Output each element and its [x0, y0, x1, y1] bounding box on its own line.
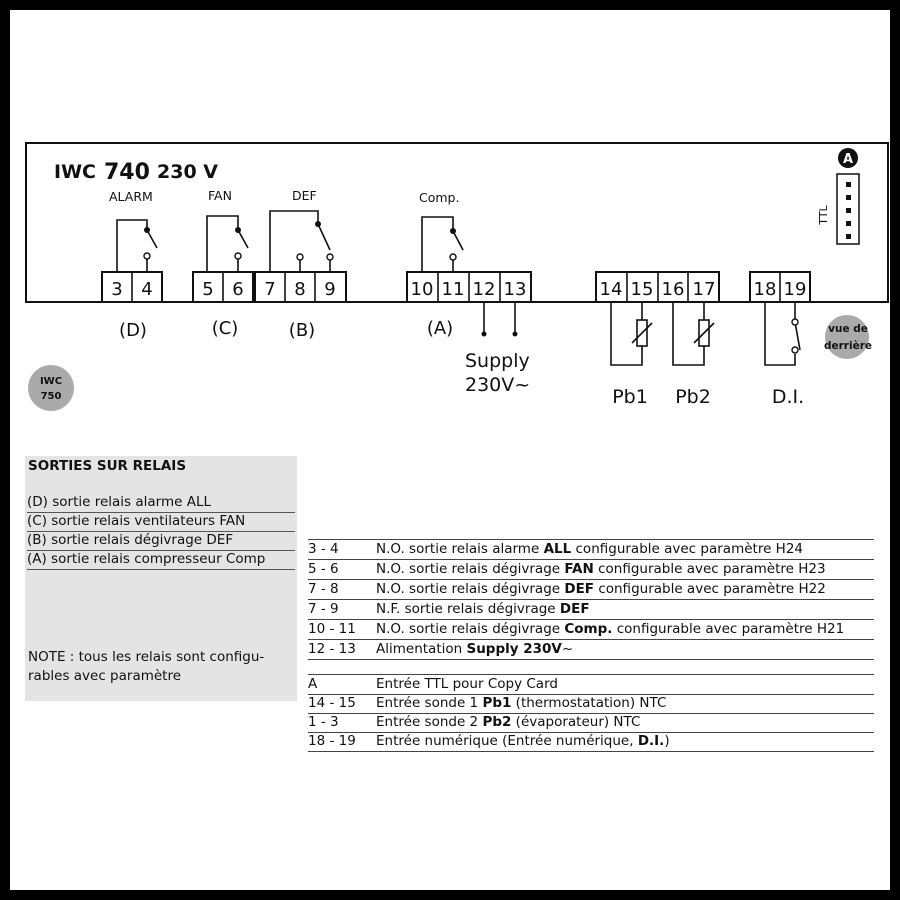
group-label-a: (A) — [426, 318, 454, 339]
terminal-code: 7 - 8 — [308, 581, 339, 597]
terminal-4: 4 — [141, 279, 153, 300]
supply-wires — [484, 302, 515, 332]
back-view-line1: vue de — [828, 323, 868, 335]
relay-fan-contact — [207, 216, 248, 272]
description-suffix: (évaporateur) NTC — [511, 714, 641, 730]
description-text: Entrée sonde 2 — [376, 714, 483, 730]
description-keyword: ALL — [543, 541, 572, 557]
group-label-d: (D) — [119, 320, 147, 341]
relay-alarm-contact — [117, 220, 157, 272]
terminal-description — [376, 694, 666, 712]
terminal-10: 10 — [410, 279, 434, 300]
description-keyword: DEF — [559, 601, 590, 617]
legend-title: SORTIES SUR RELAIS — [28, 458, 187, 474]
description-keyword: Comp. — [564, 621, 613, 637]
terminal-12: 12 — [472, 279, 496, 300]
description-text: N.F. sortie relais dégivrage — [376, 601, 560, 617]
description-text: N.O. sortie relais dégivrage — [376, 561, 565, 577]
ttl-connector — [817, 148, 859, 244]
terminal-description — [376, 640, 573, 658]
group-label-c: (C) — [211, 318, 239, 339]
terminal-code: 14 - 15 — [308, 695, 356, 711]
supply-voltage-label: 230V~ — [465, 374, 531, 396]
description-text: N.O. sortie relais dégivrage — [376, 621, 565, 637]
terminal-description — [376, 732, 670, 750]
terminal-code: 18 - 19 — [308, 733, 356, 749]
iwc750-line2: 750 — [40, 391, 62, 402]
description-text: Alimentation — [376, 641, 467, 657]
description-suffix: configurable avec paramètre H22 — [594, 581, 826, 597]
terminal-description — [376, 580, 826, 598]
relay-comp-contact — [422, 217, 463, 272]
digital-input-label: D.I. — [771, 386, 805, 408]
model-number: 740 — [104, 160, 150, 185]
legend-item-a: (A) sortie relais compresseur Comp — [27, 551, 295, 570]
description-keyword: Supply 230V — [466, 641, 562, 657]
description-suffix: (thermostatation) NTC — [511, 695, 667, 711]
ttl-label: TTL — [817, 205, 830, 225]
terminal-19: 19 — [783, 279, 807, 300]
digital-input-wiring — [765, 302, 800, 365]
terminal-code: 3 - 4 — [308, 541, 339, 557]
relay-label-fan: FAN — [208, 188, 232, 203]
description-suffix: configurable avec paramètre H21 — [612, 621, 845, 637]
iwc750-badge — [28, 365, 74, 411]
probe-pb1-label: Pb1 — [612, 386, 648, 408]
wiring-diagram-page — [10, 10, 890, 890]
terminal-description — [376, 713, 640, 731]
model-prefix: IWC — [54, 161, 96, 183]
relay-label-alarm: ALARM — [109, 189, 153, 204]
terminal-7: 7 — [264, 279, 276, 300]
terminal-code: 7 - 9 — [308, 601, 339, 617]
terminal-table-row — [308, 694, 874, 714]
legend-item-c: (C) sortie relais ventilateurs FAN — [27, 513, 295, 532]
description-keyword: Pb2 — [482, 714, 512, 730]
terminal-table-row — [308, 713, 874, 733]
terminal-description — [376, 620, 844, 638]
terminal-9: 9 — [324, 279, 336, 300]
terminal-table-row — [308, 580, 874, 600]
terminal-table-row — [308, 620, 874, 640]
description-keyword: DEF — [564, 581, 595, 597]
description-keyword: FAN — [564, 561, 594, 577]
terminal-3: 3 — [111, 279, 123, 300]
legend-note: NOTE : tous les relais sont configu-rables avec paramètre — [28, 649, 265, 684]
terminal-8: 8 — [294, 279, 306, 300]
terminal-5: 5 — [202, 279, 214, 300]
back-view-line2: derrière — [823, 340, 873, 352]
terminal-code: A — [308, 676, 318, 692]
terminal-18: 18 — [753, 279, 777, 300]
terminal-code: 1 - 3 — [308, 714, 339, 730]
terminal-code: 10 - 11 — [308, 621, 356, 637]
description-text: N.O. sortie relais dégivrage — [376, 581, 565, 597]
terminal-description — [376, 600, 590, 618]
terminal-table-row — [308, 732, 874, 752]
description-suffix: configurable avec paramètre H24 — [571, 541, 803, 557]
terminal-table-row — [308, 640, 874, 660]
wiring-diagram — [10, 10, 890, 430]
description-suffix: configurable avec paramètre H23 — [593, 561, 826, 577]
description-keyword: D.I. — [637, 733, 665, 749]
back-view-badge — [825, 315, 869, 359]
probe-pb2-label: Pb2 — [675, 386, 711, 408]
description-suffix: ~ — [561, 641, 574, 657]
terminal-table-row — [308, 600, 874, 620]
terminal-11: 11 — [441, 279, 465, 300]
probe-pb2-wiring — [673, 302, 714, 365]
terminal-description — [376, 540, 803, 558]
terminal-table-row — [308, 560, 874, 580]
relay-def-contact — [270, 211, 330, 272]
terminal-6: 6 — [232, 279, 244, 300]
supply-label: Supply — [465, 350, 530, 372]
relay-label-comp: Comp. — [419, 190, 460, 205]
terminal-code: 5 - 6 — [308, 561, 339, 577]
terminal-13: 13 — [503, 279, 527, 300]
legend-item-b: (B) sortie relais dégivrage DEF — [27, 532, 295, 551]
relay-outputs-legend — [25, 456, 297, 701]
terminal-code: 12 - 13 — [308, 641, 356, 657]
description-suffix: ) — [664, 733, 670, 749]
iwc750-line1: IWC — [39, 376, 63, 387]
description-text: Entrée numérique (Entrée numérique, — [376, 733, 638, 749]
legend-item-d: (D) sortie relais alarme ALL — [27, 494, 295, 513]
terminal-description — [376, 675, 558, 693]
terminal-17: 17 — [692, 279, 716, 300]
description-text: Entrée TTL pour Copy Card — [376, 676, 558, 692]
description-text: N.O. sortie relais alarme — [376, 541, 544, 557]
description-text: Entrée sonde 1 — [376, 695, 483, 711]
description-keyword: Pb1 — [482, 695, 512, 711]
terminal-table-row — [308, 675, 874, 695]
group-label-b: (B) — [288, 320, 316, 341]
terminal-15: 15 — [630, 279, 654, 300]
terminal-description — [376, 560, 826, 578]
probe-pb1-wiring — [611, 302, 652, 365]
terminal-16: 16 — [661, 279, 685, 300]
relay-label-def: DEF — [292, 188, 317, 203]
ttl-badge-letter: A — [842, 152, 854, 167]
terminal-14: 14 — [599, 279, 623, 300]
terminal-table-row — [308, 540, 874, 560]
model-voltage: 230 V — [157, 161, 218, 183]
